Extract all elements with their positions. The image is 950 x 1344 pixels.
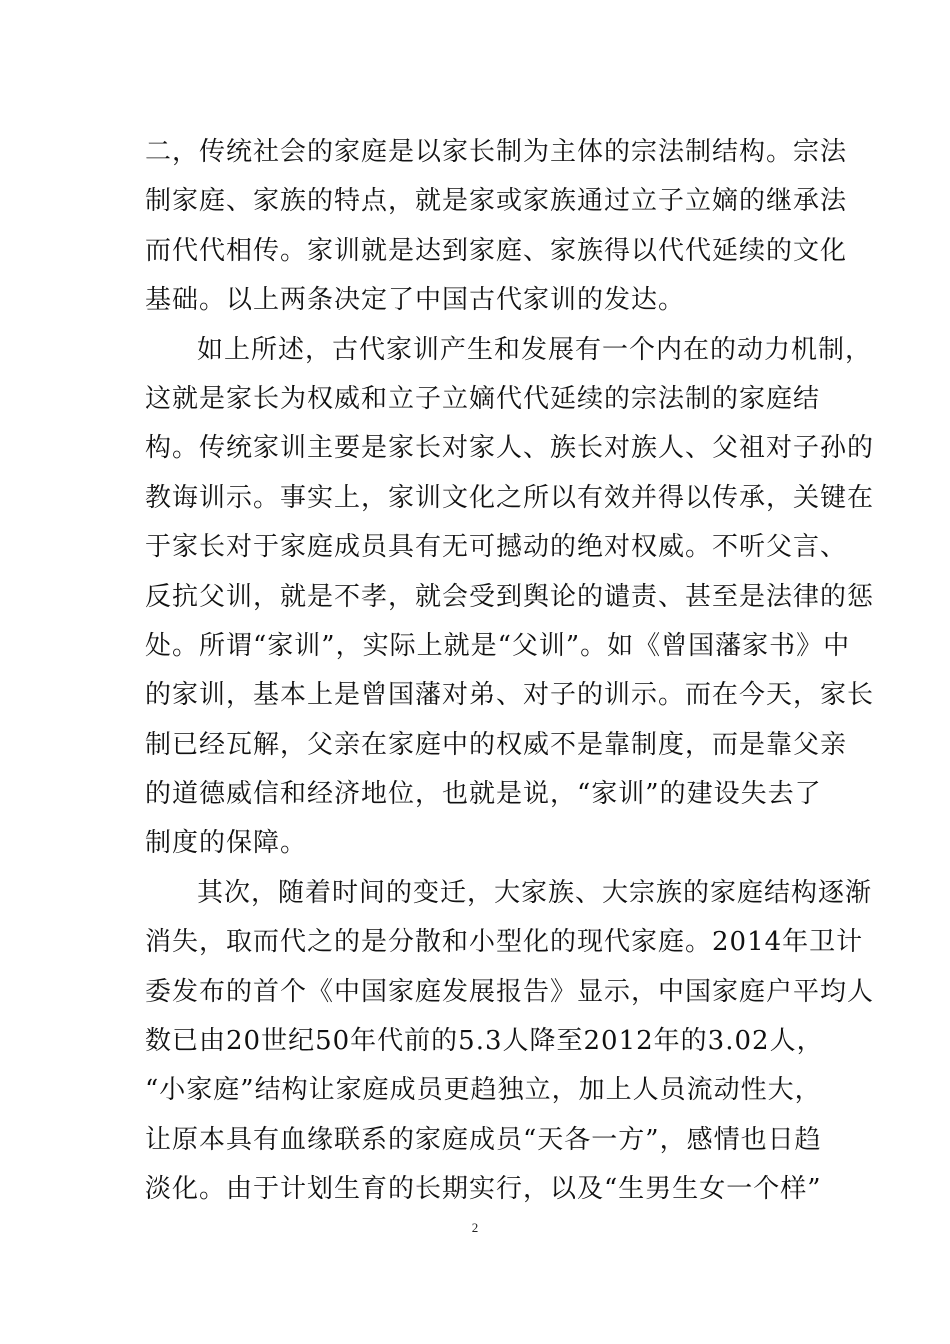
text-line: 制已经瓦解，父亲在家庭中的权威不是靠制度，而是靠父亲	[145, 729, 848, 760]
text-line: 委发布的首个《中国家庭发展报告》显示，中国家庭户平均人	[145, 976, 875, 1007]
text-line: 的家训，基本上是曾国藩对弟、对子的训示。而在今天，家长	[145, 680, 875, 711]
text-line: 淡化。由于计划生育的长期实行，以及“生男生女一个样”	[145, 1174, 822, 1205]
document-body	[145, 128, 875, 1215]
text-line: 二，传统社会的家庭是以家长制为主体的宗法制结构。宗法	[145, 137, 848, 167]
text-line: 而代代相传。家训就是达到家庭、家族得以代代延续的文化	[145, 235, 848, 266]
text-line: 让原本具有血缘联系的家庭成员“天各一方”，感情也日趋	[145, 1124, 822, 1155]
text-line: “小家庭”结构让家庭成员更趋独立，加上人员流动性大，	[145, 1075, 822, 1106]
text-line: 消失，取而代之的是分散和小型化的现代家庭。2014年卫计	[145, 927, 864, 958]
text-line: 基础。以上两条决定了中国古代家训的发达。	[145, 285, 686, 316]
paragraph-start-line: 如上所述，古代家训产生和发展有一个内在的动力机制，	[197, 334, 873, 365]
page-number: 2	[471, 1220, 479, 1235]
text-line: 的道德威信和经济地位，也就是说，“家训”的建设失去了	[145, 779, 822, 810]
paragraph-start-line: 其次，随着时间的变迁，大家族、大宗族的家庭结构逐渐	[197, 877, 873, 908]
text-line: 教诲训示。事实上，家训文化之所以有效并得以传承，关键在	[145, 482, 875, 513]
text-line: 于家长对于家庭成员具有无可撼动的绝对权威。不听父言、	[145, 532, 848, 563]
text-line: 制度的保障。	[145, 828, 308, 859]
text-line: 反抗父训，就是不孝，就会受到舆论的谴责、甚至是法律的惩	[145, 581, 875, 612]
text-line: 制家庭、家族的特点，就是家或家族通过立子立嫡的继承法	[145, 186, 848, 217]
text-line: 构。传统家训主要是家长对家人、族长对族人、父祖对子孙的	[145, 433, 875, 464]
text-line: 处。所谓“家训”，实际上就是“父训”。如《曾国藩家书》中	[145, 630, 851, 661]
text-line: 数已由20世纪50年代前的5.3人降至2012年的3.02人，	[145, 1026, 824, 1057]
text-line: 这就是家长为权威和立子立嫡代代延续的宗法制的家庭结	[145, 383, 821, 414]
